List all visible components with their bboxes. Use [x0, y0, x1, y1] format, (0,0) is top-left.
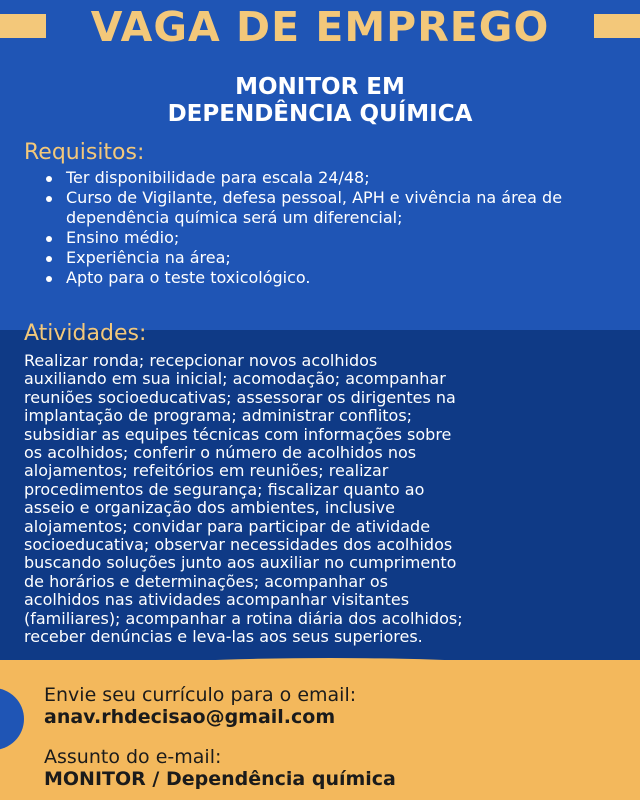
activities-line: buscando soluções junto aos auxiliar no cumprimento: [24, 553, 457, 573]
list-item: Apto para o teste toxicológico.: [44, 268, 604, 288]
activities-line: asseio e organização dos ambientes, inclusive: [24, 498, 395, 518]
list-item: Ter disponibilidade para escala 24/48;: [44, 168, 604, 188]
title-bar-left: [0, 14, 46, 38]
subject-label: Assunto do e-mail:: [44, 746, 222, 768]
job-title-line-2: DEPENDÊNCIA QUÍMICA: [167, 101, 473, 127]
list-item: Experiência na área;: [44, 248, 604, 268]
activities-line: socioeducativa; observar necessidades dos acolhidos: [24, 535, 453, 555]
activities-line: de horários e determinações; acompanhar os: [24, 571, 389, 591]
list-item: Ensino médio;: [44, 228, 604, 248]
activities-line: auxiliando em sua inicial; acomodação; acompanhar: [24, 369, 446, 389]
main-title: VAGA DE EMPREGO: [90, 3, 550, 51]
activities-line: implantação de programa; administrar conflitos;: [24, 406, 413, 426]
subject-value: MONITOR / Dependência química: [44, 768, 396, 790]
requirements-list: [44, 168, 604, 288]
activities-heading: Atividades:: [24, 321, 147, 346]
activities-line: reuniões socioeducativas; assessorar os dirigentes na: [24, 387, 456, 407]
send-label: Envie seu currículo para o email:: [44, 684, 357, 706]
job-title: [30, 74, 610, 128]
activities-line: alojamentos; refeitórios em reuniões; realizar: [24, 461, 389, 481]
list-item: Curso de Vigilante, defesa pessoal, APH e vivência na área de dependência química será um diferencial;: [44, 188, 604, 228]
title-bar-right: [594, 14, 640, 38]
requirements-heading: Requisitos:: [24, 140, 145, 165]
activities-line: os acolhidos; conferir o número de acolhidos nos: [24, 443, 417, 463]
activities-line: receber denúncias e leva-las aos seus superiores.: [24, 627, 423, 647]
activities-line: alojamentos; convidar para participar de atividade: [24, 516, 431, 536]
activities-line: procedimentos de segurança; fiscalizar quanto ao: [24, 479, 425, 499]
activities-line: acolhidos nas atividades acompanhar visitantes: [24, 590, 410, 610]
activities-line: (familiares); acompanhar a rotina diária dos acolhidos;: [24, 608, 463, 628]
activities-text: [24, 352, 622, 647]
contact-email: anav.rhdecisao@gmail.com: [44, 706, 336, 728]
activities-line: Realizar ronda; recepcionar novos acolhidos: [24, 351, 378, 370]
activities-line: subsidiar as equipes técnicas com informações sobre: [24, 424, 452, 444]
job-title-line-1: MONITOR EM: [235, 74, 405, 100]
